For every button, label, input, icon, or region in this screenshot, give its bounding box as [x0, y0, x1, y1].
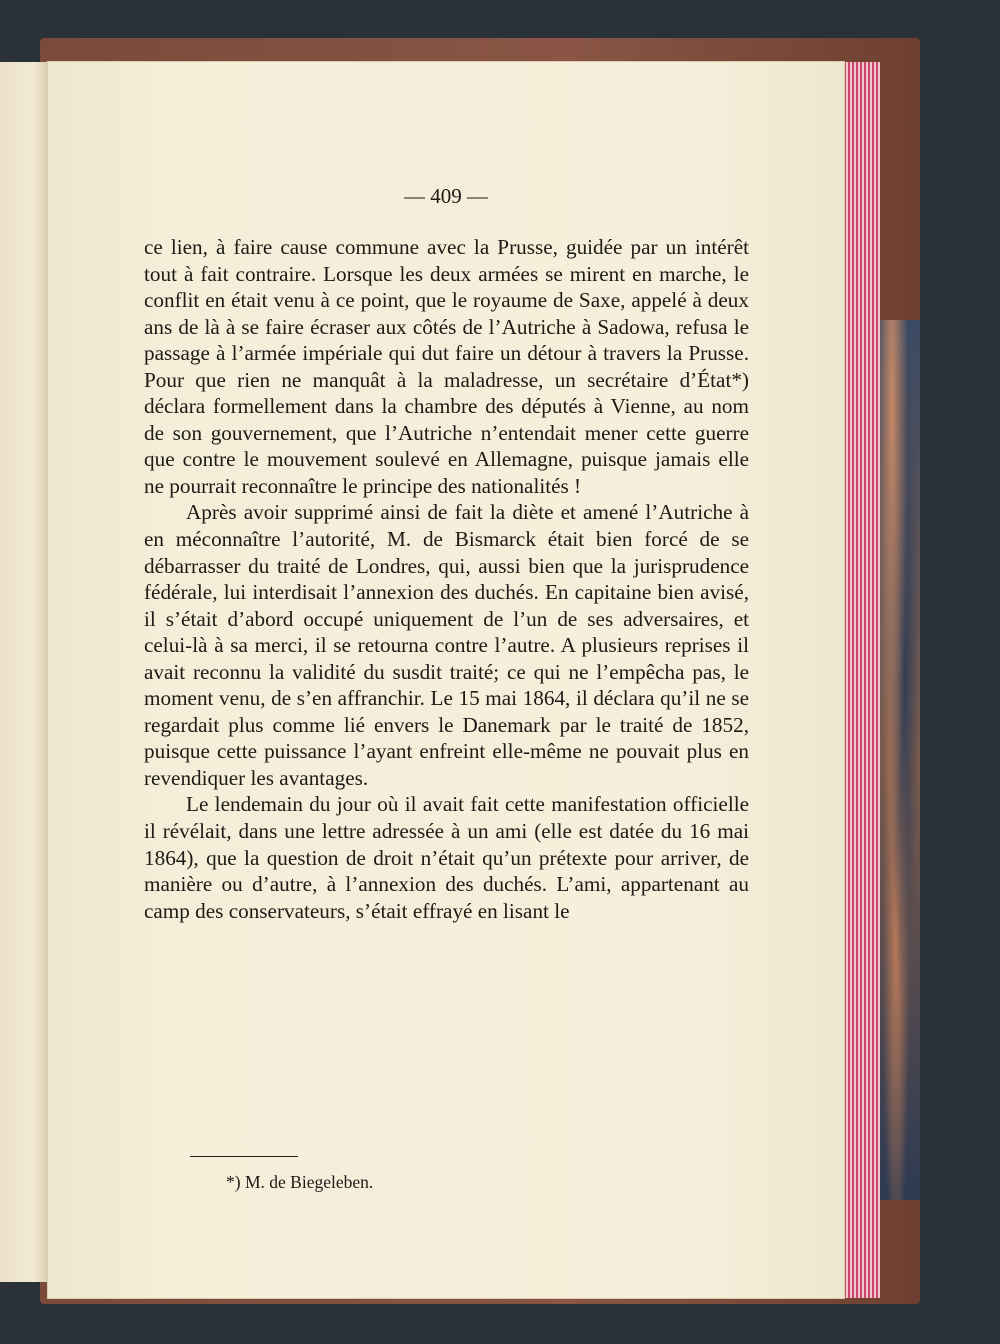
marbled-cover-edge — [880, 320, 920, 1200]
footnote-rule — [190, 1156, 298, 1157]
page-stack-edges — [840, 62, 880, 1298]
book-page — [48, 62, 844, 1298]
body-text — [144, 234, 749, 924]
previous-page-edge — [0, 62, 49, 1282]
paragraph-1: ce lien, à faire cause commune avec la Prusse, guidée par un intérêt tout à fait contraire. Lorsque les deux armées se mirent en marche, le conflit en était venu à ce point, que le royaume de Saxe, appelé à deux ans de là à se faire écraser aux côtés de l’Autriche à Sadowa, refusa le passage à l’armée impériale qui dut faire un détour à travers la Prusse. Pour que rien ne manquât à la maladresse, un secrétaire d’État*) déclara formellement dans la chambre des députés à Vienne, au nom de son gouvernement, que l’Autriche n’entendait mener cette guerre que contre le mouvement soulevé en Allemagne, puisque jamais elle ne pourrait reconnaître le principe des nationalités ! — [144, 235, 749, 498]
paragraph-2: Après avoir supprimé ainsi de fait la diète et amené l’Autriche à en méconnaître l’autorité, M. de Bismarck était bien forcé de se débarrasser du traité de Londres, qui, aussi bien que la jurisprudence fédérale, lui interdisait l’annexion des duchés. En capitaine bien avisé, il s’était d’abord occupé uniquement de l’un de ses adversaires, et celui-là à sa merci, il se retourna contre l’autre. A plusieurs reprises il avait reconnu la validité du susdit traité; ce qui ne l’empêcha pas, le moment venu, de s’en affranchir. Le 15 mai 1864, il déclara qu’il ne se regardait plus comme lié envers le Danemark par le traité de 1852, puisque cette puissance l’ayant enfreint elle-même ne pouvait plus en revendiquer les avantages. — [144, 500, 749, 790]
page-number: — 409 — — [404, 184, 488, 208]
paragraph-3: Le lendemain du jour où il avait fait cette manifestation officielle il révélait, dans une lettre adressée à un ami (elle est datée du 16 mai 1864), que la question de droit n’était qu’un prétexte pour arriver, de manière ou d’autre, à l’annexion des duchés. L’ami, appartenant au camp des conservateurs, s’était effrayé en lisant le — [144, 792, 749, 923]
footnote: *) M. de Biegeleben. — [226, 1172, 374, 1192]
